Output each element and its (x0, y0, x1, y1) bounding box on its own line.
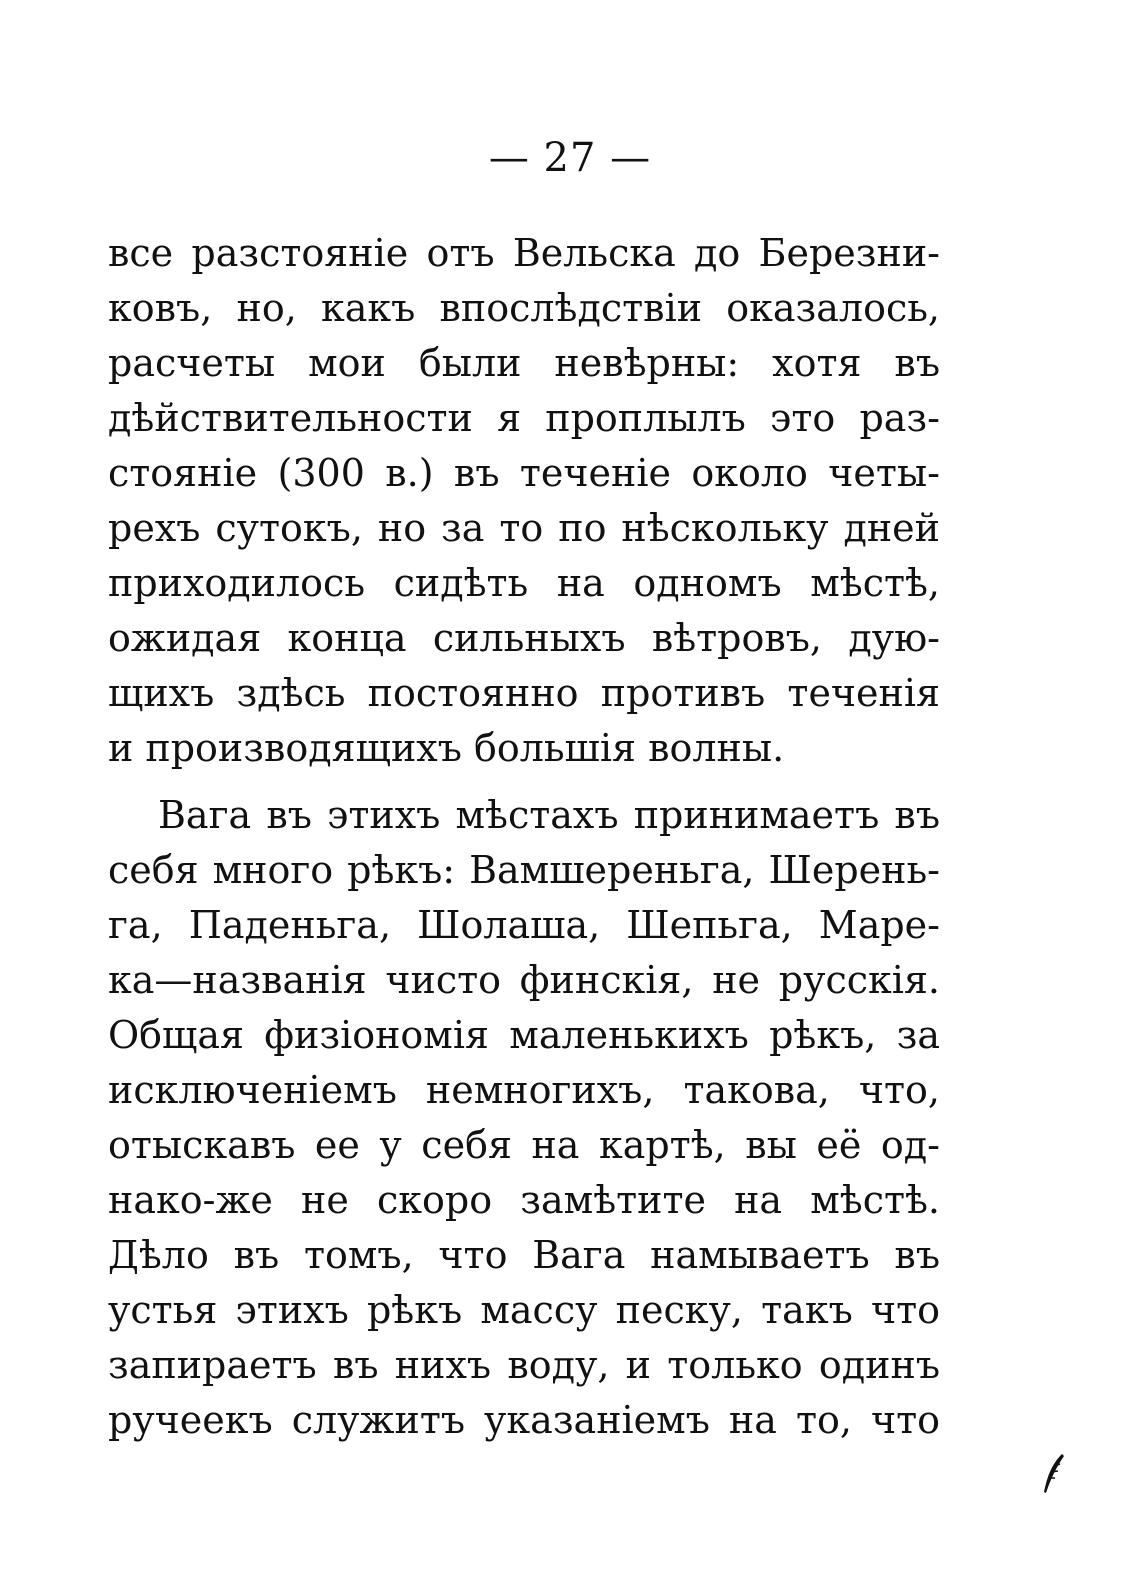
text-line: рехъ сутокъ, но за то по нѣскольку дней (108, 506, 940, 550)
text-line: Вага въ этихъ мѣстахъ принимаетъ въ (158, 793, 940, 837)
text-line: приходилось сидѣть на одномъ мѣстѣ, (108, 561, 940, 605)
text-line: щихъ здѣсь постоянно противъ теченія (108, 671, 940, 715)
paragraph-2 (108, 788, 940, 1448)
text-line: все разстояніе отъ Вельска до Березни- (108, 231, 940, 275)
text-line: исключеніемъ немногихъ, такова, что, (108, 1068, 940, 1112)
text-line: га, Паденьга, Шолаша, Шепьга, Маре- (108, 903, 940, 947)
text-line: ручеекъ служитъ указаніемъ на то, что (108, 1398, 940, 1442)
page-number: — 27 — (488, 135, 652, 181)
body-text (108, 226, 940, 1448)
text-line: себя много рѣкъ: Вамшереньга, Шерень- (108, 848, 940, 892)
text-line: ка—названія чисто финскія, не русскія. (108, 958, 940, 1002)
text-line: ожидая конца сильныхъ вѣтровъ, дую- (108, 616, 940, 660)
text-line: Дѣло въ томъ, что Вага намываетъ въ (108, 1233, 940, 1277)
text-line: дѣйствительности я проплылъ это раз- (108, 396, 940, 440)
text-line: нако-же не скоро замѣтите на мѣстѣ. (108, 1178, 940, 1222)
text-line: ковъ, но, какъ впослѣдствіи оказалось, (108, 286, 940, 330)
text-line: отыскавъ ее у себя на картѣ, вы её од- (108, 1123, 940, 1167)
text-line: Общая физіономія маленькихъ рѣкъ, за (108, 1013, 940, 1057)
paragraph-1 (108, 226, 940, 776)
text-line: устья этихъ рѣкъ массу песку, такъ что (108, 1288, 940, 1332)
text-line: и производящихъ большія волны. (108, 726, 785, 770)
text-line: расчеты мои были невѣрны: хотя въ (108, 341, 940, 385)
ink-mark-icon (1040, 1452, 1066, 1496)
text-line: запираетъ въ нихъ воду, и только одинъ (108, 1343, 940, 1387)
text-line: стояніе (300 в.) въ теченіе около четы- (108, 451, 940, 495)
